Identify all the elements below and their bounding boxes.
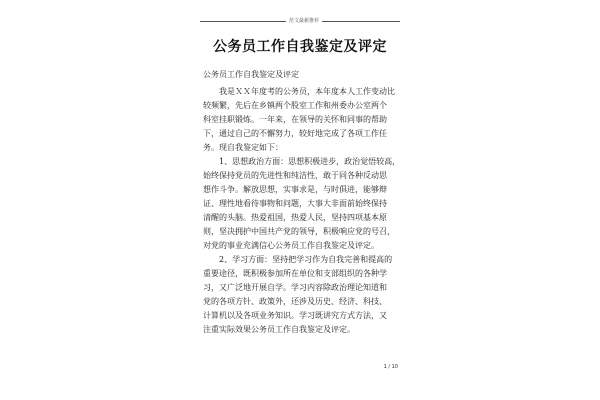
document-body <box>203 68 401 337</box>
page-number: 1 / 10 <box>383 364 398 370</box>
text-line: 习，又广泛地开展自学。学习内容除政治理论知道和 <box>203 283 387 292</box>
text-line: 重要途径，既积极参加所在单位和支部组织的各种学 <box>203 269 387 278</box>
text-line: 则，坚决拥护中国共产党的领导，积极响应党的号召， <box>203 227 395 236</box>
text-line: 科室挂职锻炼。一年来，在领导的关怀和同事的帮助 <box>203 115 387 124</box>
document-title: 公务员工作自我鉴定及评定 <box>213 39 387 55</box>
text-line: 较频繁，先后在乡镇两个股室工作和州委办公室两个 <box>203 101 387 110</box>
text-line: 我是ＸＸ年度考的公务员，本年度本人工作变动比 <box>219 87 395 96</box>
text-line: 下，通过自己的不懈努力，较好地完成了各项工作任 <box>203 129 387 138</box>
paragraph-study <box>203 253 401 337</box>
text-line: 计算机以及各项业务知识。学习既讲究方式方法，又 <box>203 311 387 320</box>
text-line: 1、思想政治方面：思想积极进步，政治觉悟较高， <box>219 157 401 166</box>
text-line: 务。现自我鉴定如下： <box>203 143 283 152</box>
document-subtitle: 公务员工作自我鉴定及评定 <box>203 70 299 79</box>
header-label: 范文最新推荐 <box>286 17 322 25</box>
text-line: 始终保持党员的先进性和纯洁性，敢于同各种反动思 <box>203 171 387 180</box>
paragraph-political <box>203 155 401 253</box>
text-line: 2、学习方面：坚持把学习作为自我完善和提高的 <box>219 255 393 264</box>
paragraph-intro <box>203 85 401 155</box>
text-line: 想作斗争。解放思想，实事求是，与时俱进，能够辩 <box>203 185 387 194</box>
text-line: 党的各项方针、政策外，还涉及历史、经济、科技、 <box>203 297 387 306</box>
text-line: 注重实际效果公务员工作自我鉴定及评定。 <box>203 325 355 334</box>
text-line: 对党的事业充满信心公务员工作自我鉴定及评定。 <box>203 241 379 250</box>
text-line: 证、理性地看待事物和问题，大事大非面前始终保持 <box>203 199 387 208</box>
text-line: 清醒的头脑。热爱祖国，热爱人民，坚持四项基本原 <box>203 213 387 222</box>
